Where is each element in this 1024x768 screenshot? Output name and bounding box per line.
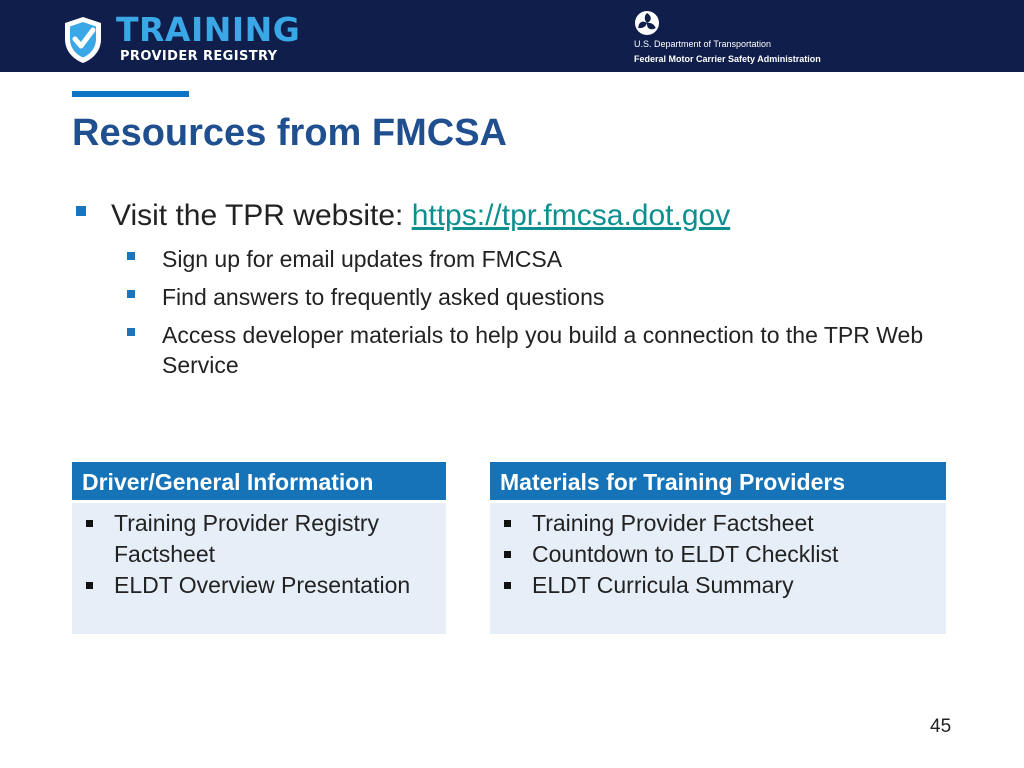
bullet-square-icon [76, 206, 86, 216]
logo-wordmark: TRAINING [116, 10, 301, 49]
page-number: 45 [930, 716, 952, 737]
bullet-square-icon [86, 520, 93, 527]
list-item-label: Training Provider Registry Factsheet [114, 510, 380, 567]
logo-subtitle: PROVIDER REGISTRY [120, 49, 278, 64]
driver-info-box [72, 462, 446, 634]
dot-department-label: U.S. Department of Transportation [634, 39, 772, 49]
sub-bullet [72, 282, 962, 312]
driver-info-title: Driver/General Information [72, 462, 446, 503]
list-item[interactable] [72, 508, 446, 570]
sub-bullet-text: Access developer materials to help you build a connection to the TPR Web Service [162, 322, 924, 378]
list-item-label: Training Provider Factsheet [532, 510, 814, 536]
bullet-main [72, 196, 972, 236]
list-item[interactable] [72, 570, 446, 601]
header-banner [0, 0, 1024, 72]
bullet-square-icon [127, 252, 135, 260]
sub-bullet-text: Find answers to frequently asked questions [162, 284, 605, 310]
list-item-label: ELDT Curricula Summary [532, 572, 794, 598]
page-title: Resources from FMCSA [72, 112, 507, 154]
bullet-main-text: Visit the TPR website: [111, 199, 412, 232]
list-item[interactable] [490, 539, 946, 570]
sub-bullet [72, 244, 962, 274]
driver-info-list [72, 503, 446, 601]
list-item[interactable] [490, 508, 946, 539]
sub-bullet-text: Sign up for email updates from FMCSA [162, 246, 563, 272]
bullet-list [72, 196, 972, 380]
bullet-square-icon [504, 551, 511, 558]
title-accent-bar [72, 91, 189, 97]
bullet-square-icon [504, 520, 511, 527]
list-item[interactable] [490, 570, 946, 601]
shield-check-icon [62, 15, 104, 65]
bullet-square-icon [86, 582, 93, 589]
training-materials-list [490, 503, 946, 601]
tpr-website-link[interactable]: https://tpr.fmcsa.dot.gov [411, 199, 731, 232]
training-materials-title: Materials for Training Providers [490, 462, 946, 503]
sub-bullet [72, 320, 962, 380]
bullet-square-icon [127, 290, 135, 298]
list-item-label: ELDT Overview Presentation [114, 572, 411, 598]
dot-triskelion-icon [634, 10, 660, 36]
training-materials-box [490, 462, 946, 634]
bullet-square-icon [127, 328, 135, 336]
list-item-label: Countdown to ELDT Checklist [532, 541, 839, 567]
fmcsa-agency-label: Federal Motor Carrier Safety Administration [634, 54, 821, 64]
bullet-square-icon [504, 582, 511, 589]
